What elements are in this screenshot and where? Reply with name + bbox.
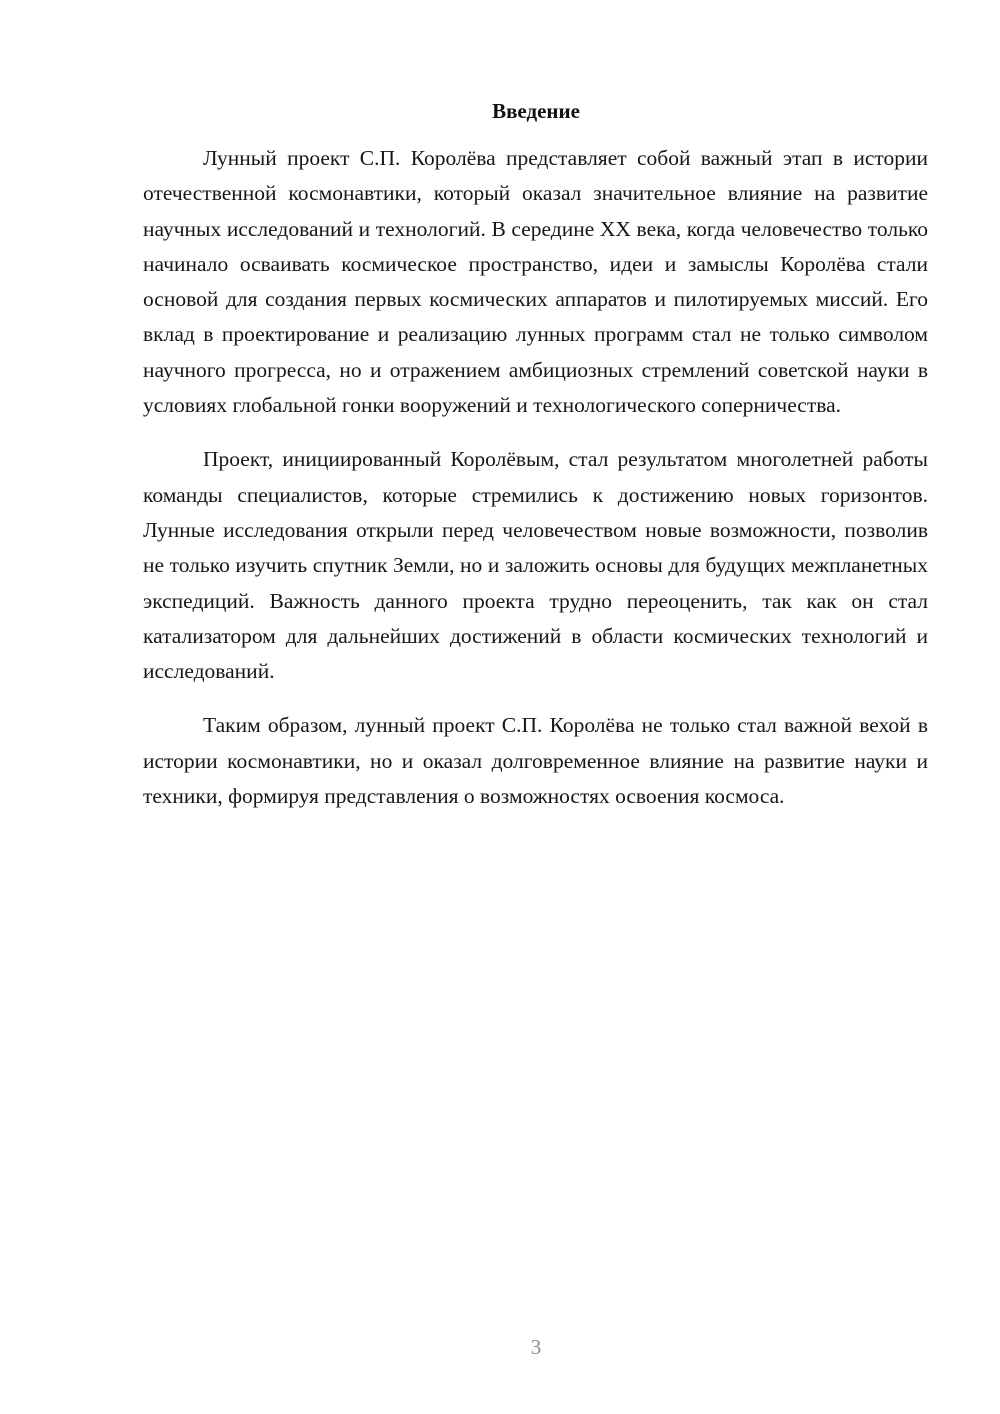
section-heading: Введение [492, 99, 580, 123]
paragraph-3: Таким образом, лунный проект С.П. Королёва не только стал важной вехой в истории космонавтики, но и оказал долговременное влияние на развитие науки и техники, формируя представления о возможностях освоения космоса. [143, 713, 928, 809]
paragraph-1: Лунный проект С.П. Королёва представляет собой важный этап в истории отечественной космонавтики, который оказал значительное влияние на развитие научных исследований и технологий. В середине XX века, когда человечество только начинало осваивать космическое пространство, идеи и замыслы Королёва стали основой для создания первых космических аппаратов и пилотируемых миссий. Его вклад в проектирование и реализацию лунных программ стал не только символом научного прогресса, но и отражением амбициозных стремлений советской науки в условиях глобальной гонки вооружений и технологического соперничества. [143, 146, 928, 418]
body-text [143, 141, 928, 833]
paragraph-2: Проект, инициированный Королёвым, стал результатом многолетней работы команды специалистов, которые стремились к достижению новых горизонтов. Лунные исследования открыли перед человечеством новые возможности, позволив не только изучить спутник Земли, но и заложить основы для будущих межпланетных экспедиций. Важность данного проекта трудно переоценить, так как он стал катализатором для дальнейших достижений в области космических технологий и исследований. [143, 447, 928, 684]
page-number: 3 [530, 1335, 542, 1359]
